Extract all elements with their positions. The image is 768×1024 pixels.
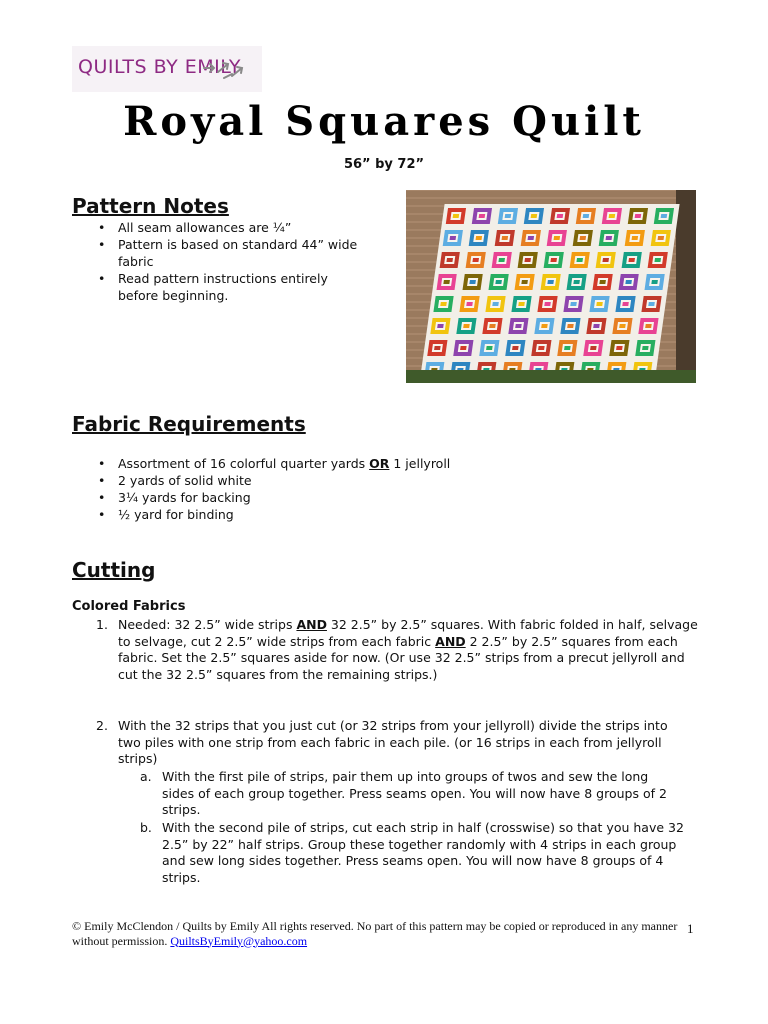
step-2a-letter: a. xyxy=(140,769,152,784)
pattern-notes-heading: Pattern Notes xyxy=(72,194,229,218)
step-2a-text: With the first pile of strips, pair them up into groups of twos and sew the long sides of each group together. Press seams open. You will now have 8 groups of 2 strips. xyxy=(162,769,667,817)
list-item: • All seam allowances are ¼” xyxy=(92,219,382,236)
list-item: • ½ yard for binding xyxy=(92,506,512,523)
pattern-notes-list xyxy=(92,219,382,304)
quilt-photo xyxy=(406,190,696,383)
cutting-heading: Cutting xyxy=(72,558,156,582)
step-1-number: 1. xyxy=(96,617,108,632)
step-2-text: With the 32 strips that you just cut (or 32 strips from your jellyroll) divide the strips into two piles with one strip from each fabric in each pile. (or 16 strips in each from jellyroll strips) xyxy=(118,718,668,766)
list-item: • Read pattern instructions entirely before beginning. xyxy=(92,270,368,304)
step-2b-text: With the second pile of strips, cut each strip in half (crosswise) so that you have 32 2.5” by 22” half strips. Group these together randomly with 4 strips in each group and sew long sides together. Press seams open. You will now have 8 groups of 4 strips. xyxy=(162,820,684,885)
list-item: • 3¼ yards for backing xyxy=(92,489,512,506)
colored-fabrics-subheading: Colored Fabrics xyxy=(72,599,186,614)
step-2-number: 2. xyxy=(96,718,108,733)
page-subtitle: 56” by 72” xyxy=(343,157,425,172)
fabric-requirements-list xyxy=(92,455,512,523)
page-number: 1 xyxy=(687,921,694,936)
logo-text: QUILTS BY EMILY xyxy=(78,56,241,78)
list-item: • Pattern is based on standard 44” wide fabric xyxy=(92,236,358,270)
email-link[interactable]: QuiltsByEmily@yahoo.com xyxy=(170,933,308,948)
fabric-requirements-heading: Fabric Requirements xyxy=(72,412,306,436)
footer-copyright: © Emily McClendon / Quilts by Emily All rights reserved. No part of this pattern may be copied or reproduced in any manner without permission. QuiltsByEmily@yahoo.com xyxy=(72,919,678,948)
step-1-text: Needed: 32 2.5” wide strips AND 32 2.5” by 2.5” squares. With fabric folded in half, selvage to selvage, cut 2 2.5” wide strips from each fabric AND 2 2.5” by 2.5” squares from each fabric. Set the 2.5” squares aside for now. (Or use 32 2.5” strips from a precut jellyroll and cut the 32 2.5” squares from the remaining strips.) xyxy=(118,617,698,682)
step-2b-letter: b. xyxy=(140,820,152,835)
list-item: • 2 yards of solid white xyxy=(92,472,512,489)
list-item: • Assortment of 16 colorful quarter yards OR 1 jellyroll xyxy=(92,455,512,472)
arrows-icon xyxy=(202,58,250,86)
page-title: Royal Squares Quilt xyxy=(123,98,645,145)
